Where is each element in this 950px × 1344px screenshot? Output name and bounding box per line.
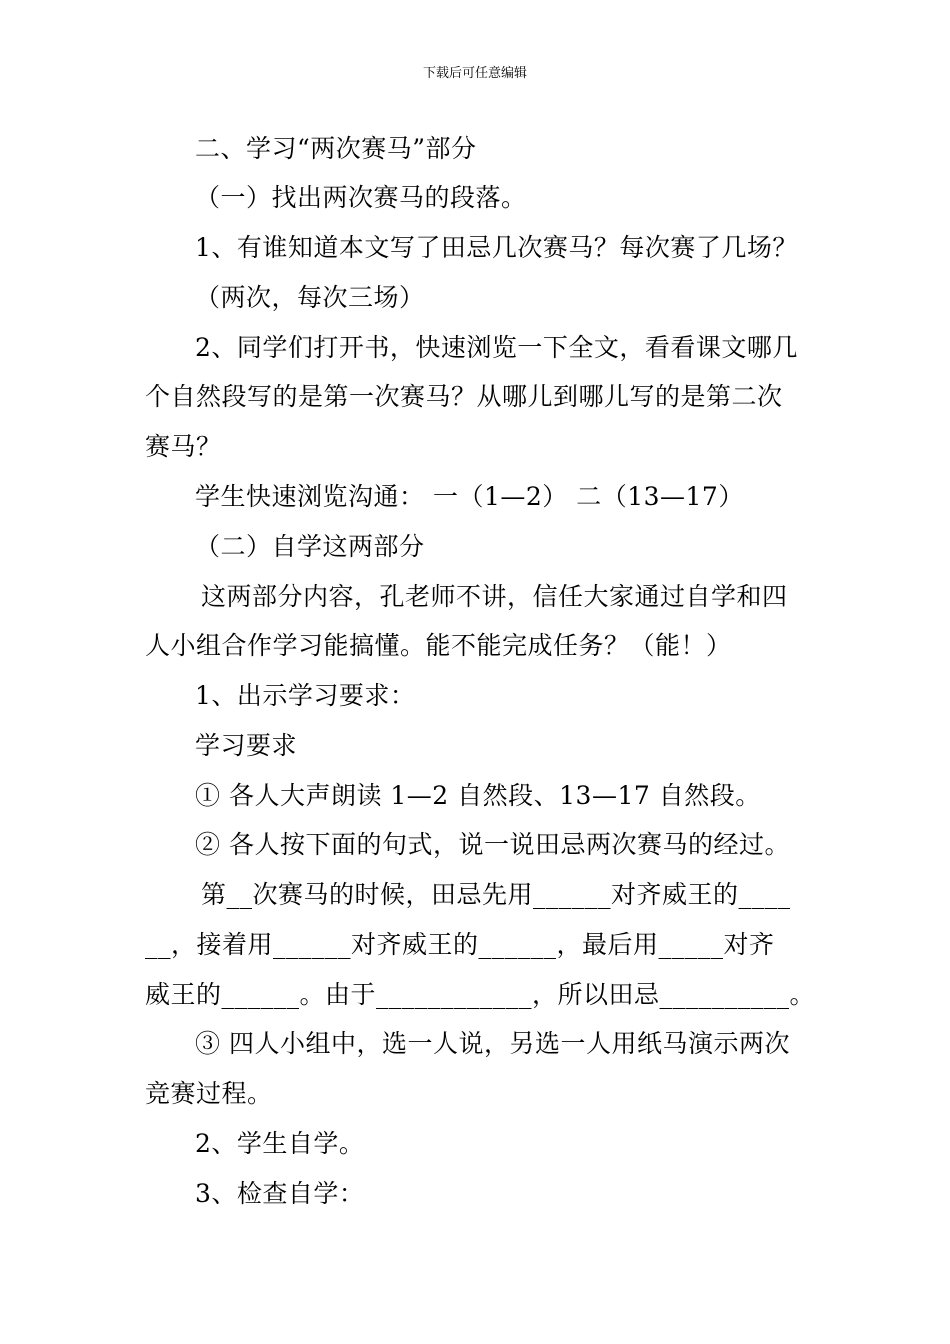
step-3: 3、检查自学： <box>195 1179 365 1208</box>
requirement-3-line-2: 竞赛过程。 <box>145 1079 273 1108</box>
requirement-3-line-1: ③ 四人小组中，选一人说，另选一人用纸马演示两次 <box>195 1029 790 1058</box>
question-2-line-1: 2、同学们打开书，快速浏览一下全文，看看课文哪几 <box>195 333 798 362</box>
step-1: 1、出示学习要求： <box>195 681 416 710</box>
student-response: 学生快速浏览沟通： 一（1—2） 二（13—17） <box>195 482 744 511</box>
question-2-line-2: 个自然段写的是第一次赛马？从哪儿到哪儿写的是第二次 <box>145 382 783 411</box>
question-2-line-3: 赛马？ <box>145 432 222 461</box>
answer-1: （两次，每次三场） <box>195 283 425 312</box>
paragraph-line-2: 人小组合作学习能搞懂。能不能完成任务？（能！） <box>145 631 732 660</box>
requirement-1: ① 各人大声朗读 1—2 自然段、13—17 自然段。 <box>195 781 761 810</box>
question-1: 1、有谁知道本文写了田忌几次赛马？每次赛了几场？ <box>195 233 798 262</box>
section-heading: 二、学习“两次赛马”部分 <box>195 134 477 163</box>
page-header: 下载后可任意编辑 <box>422 66 527 81</box>
subsection-heading-1: （一）找出两次赛马的段落。 <box>195 183 527 212</box>
fill-blank-line-1: 第__次赛马的时候，田忌先用______对齐威王的____ <box>201 880 791 909</box>
step-2: 2、学生自学。 <box>195 1129 365 1158</box>
paragraph-line-1: 这两部分内容，孔老师不讲，信任大家通过自学和四 <box>201 582 788 611</box>
fill-blank-line-2: __，接着用______对齐威王的______，最后用_____对齐 <box>145 930 775 959</box>
requirements-title: 学习要求 <box>195 731 298 760</box>
subsection-heading-2: （二）自学这两部分 <box>195 532 425 561</box>
fill-blank-line-3: 威王的______。由于____________，所以田忌__________。 <box>145 980 816 1009</box>
requirement-2: ② 各人按下面的句式，说一说田忌两次赛马的经过。 <box>195 830 790 859</box>
